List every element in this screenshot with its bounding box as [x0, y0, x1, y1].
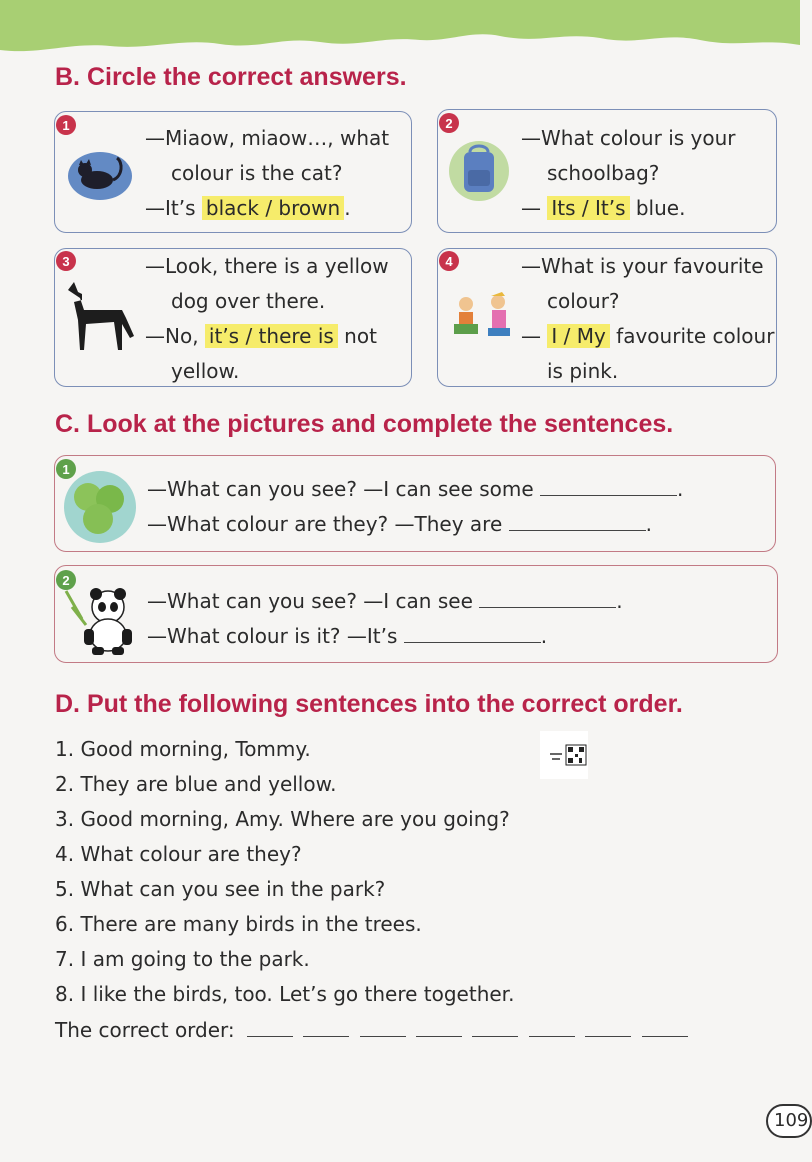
answer-blank[interactable] [540, 494, 677, 496]
sentence-item: 7. I am going to the park. [55, 947, 310, 971]
question-number: 1 [56, 115, 76, 135]
dialogue-line: —What can you see? —I can see some . [147, 477, 684, 501]
cat-picture [65, 140, 135, 205]
answer-suffix: blue. [635, 196, 686, 220]
sentence-item: 1. Good morning, Tommy. [55, 737, 311, 761]
order-blank[interactable] [642, 1035, 688, 1037]
question-text: —What can you see? —I can see some [147, 477, 534, 501]
question-text: —What can you see? —I can see [147, 589, 473, 613]
order-blank[interactable] [472, 1035, 518, 1037]
answer-suffix: favourite colour [616, 324, 775, 348]
answer-line [521, 324, 774, 348]
question-number: 2 [439, 113, 459, 133]
order-blank[interactable] [529, 1035, 575, 1037]
answer-line [521, 196, 685, 220]
sentence-item: 6. There are many birds in the trees. [55, 912, 422, 936]
question-box-c2 [54, 565, 778, 663]
answer-prefix: — [521, 196, 541, 220]
dialogue-line: is pink. [547, 359, 619, 383]
dialogue-line: dog over there. [171, 289, 326, 313]
children-picture [450, 290, 520, 340]
top-decorative-band [0, 0, 800, 62]
answer-prefix: —No, [145, 324, 199, 348]
question-number: 3 [56, 251, 76, 271]
question-number: 4 [439, 251, 459, 271]
correct-order-row [55, 1018, 688, 1042]
apples-picture [58, 463, 140, 548]
dialogue-line: —What is your favourite [521, 254, 764, 278]
dialogue-line: —What colour are they? —They are . [147, 512, 652, 536]
dialogue-line: —Miaow, miaow…, what [145, 126, 390, 150]
answer-blank[interactable] [479, 606, 616, 608]
answer-prefix: —It’s [145, 196, 196, 220]
sentence-item: 4. What colour are they? [55, 842, 302, 866]
order-blank[interactable] [247, 1035, 293, 1037]
dialogue-line: schoolbag? [547, 161, 660, 185]
answer-suffix: not [344, 324, 377, 348]
answer-choices[interactable]: black / brown [202, 196, 344, 220]
dialogue-line: —What can you see? —I can see . [147, 589, 623, 613]
correct-order-label: The correct order: [55, 1018, 235, 1042]
question-text: —What colour are they? —They are [147, 512, 503, 536]
answer-line [145, 196, 351, 220]
dog-picture [60, 280, 140, 355]
dialogue-line: colour is the cat? [171, 161, 343, 185]
answer-choices[interactable]: it’s / there is [205, 324, 338, 348]
answer-choices[interactable]: Its / It’s [547, 196, 629, 220]
answer-suffix: . [344, 196, 351, 220]
question-text: —What colour is it? —It’s [147, 624, 398, 648]
dialogue-line: yellow. [171, 359, 240, 383]
schoolbag-picture [444, 134, 514, 204]
answer-prefix: — [521, 324, 541, 348]
sentence-item: 3. Good morning, Amy. Where are you going? [55, 807, 510, 831]
sentence-item: 2. They are blue and yellow. [55, 772, 337, 796]
dialogue-line: —What colour is your [521, 126, 736, 150]
section-c-heading: C. Look at the pictures and complete the sentences. [55, 410, 674, 438]
answer-line [145, 324, 377, 348]
answer-choices[interactable]: I / My [547, 324, 609, 348]
answer-blank[interactable] [509, 529, 646, 531]
question-number: 1 [56, 459, 76, 479]
panda-picture [62, 585, 140, 657]
section-b-heading: B. Circle the correct answers. [55, 63, 407, 91]
order-blank[interactable] [416, 1035, 462, 1037]
dialogue-line: colour? [547, 289, 620, 313]
sentence-item: 8. I like the birds, too. Let’s go there together. [55, 982, 515, 1006]
dialogue-line: —What colour is it? —It’s . [147, 624, 548, 648]
question-number: 2 [56, 570, 76, 590]
order-blank[interactable] [303, 1035, 349, 1037]
dialogue-line: —Look, there is a yellow [145, 254, 389, 278]
sentence-item: 5. What can you see in the park? [55, 877, 386, 901]
order-blank[interactable] [360, 1035, 406, 1037]
question-box-c1 [54, 455, 776, 552]
section-d-heading: D. Put the following sentences into the correct order. [55, 690, 683, 718]
order-blank[interactable] [585, 1035, 631, 1037]
page-number: 109 [766, 1104, 812, 1138]
qr-code-icon [540, 731, 588, 779]
answer-blank[interactable] [404, 641, 541, 643]
